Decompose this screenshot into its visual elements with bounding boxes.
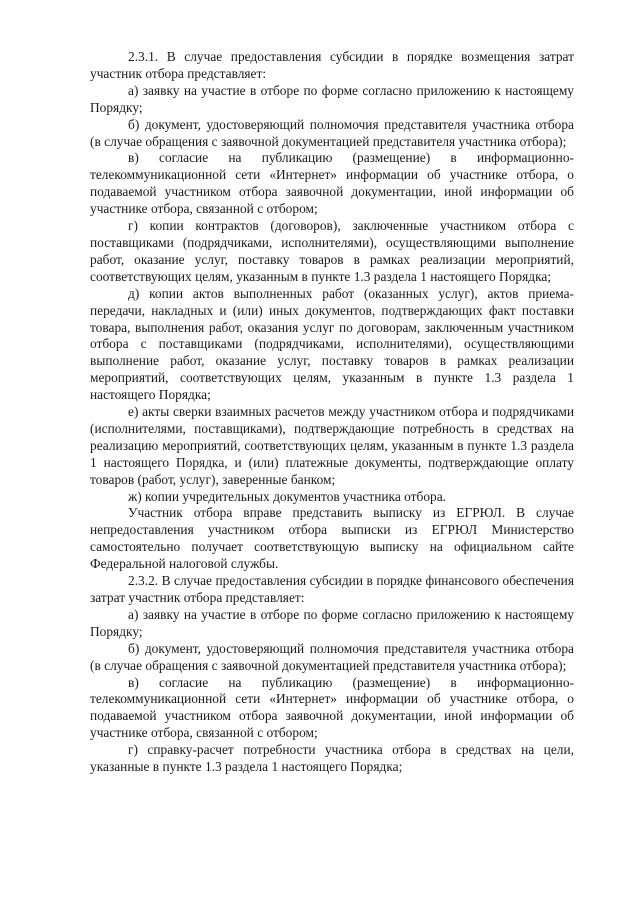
- item-g-contract-copies: г) копии контрактов (договоров), заключенные участником отбора с поставщиками (подрядчиками, исполнителями), осуществляющими выполнение работ, оказание услуг, поставку товаров в рамках реализации мероприятий, соответствующих целям, указанным в пункте 1.3 раздела 1 настоящего Порядка;: [90, 218, 574, 284]
- item-v-publication-consent-2: в) согласие на публикацию (размещение) в информационно-телекоммуникационной сети «Интернет» информации об участнике отбора, о подаваемой участником отбора заявочной документации, иной информации об участнике отбора, связанной с отбором;: [90, 674, 574, 741]
- item-a-application-2: а) заявку на участие в отборе по форме согласно приложению к настоящему Порядку;: [90, 606, 574, 639]
- item-zh-founding-documents: ж) копии учредительных документов участника отбора.: [128, 488, 447, 504]
- item-b-authority-document: б) документ, удостоверяющий полномочия представителя участника отбора (в случае обращения с заявочной документацией представителя участника отбора);: [90, 116, 574, 149]
- clause-2-3-2-heading: 2.3.2. В случае предоставления субсидии в порядке финансового обеспечения затрат участник отбора представляет:: [90, 573, 574, 605]
- clause-2-3-1-heading: 2.3.1. В случае предоставления субсидии в порядке возмещения затрат участник отбора представляет:: [90, 49, 574, 81]
- document-page: [90, 49, 574, 776]
- egrul-extract-note: Участник отбора вправе представить выписку из ЕГРЮЛ. В случае непредоставления участником отбора выписки из ЕГРЮЛ Министерство самостоятельно получает соответствующую выписку на официальном сайте Федеральной налоговой службы.: [90, 505, 574, 572]
- item-e-reconciliation-acts: е) акты сверки взаимных расчетов между участником отбора и подрядчиками (исполнителями, поставщиками), подтверждающие потребность в средствах на реализацию мероприятий, соответствующих целям, указанным в пункте 1.3 раздела 1 настоящего Порядка, и (или) платежные документы, подтверждающие оплату товаров (работ, услуг), заверенные банком;: [90, 404, 574, 487]
- item-b-authority-document-2: б) документ, удостоверяющий полномочия представителя участника отбора (в случае обращения с заявочной документацией представителя участника отбора);: [90, 640, 574, 673]
- item-g-calculation-certificate: г) справку-расчет потребности участника отбора в средствах на цели, указанные в пункте 1.3 раздела 1 настоящего Порядка;: [90, 742, 574, 775]
- item-d-acts-copies: д) копии актов выполненных работ (оказанных услуг), актов приема-передачи, накладных и (или) иных документов, подтверждающих факт поставки товара, выполнения работ, оказания услуг по договорам, заключенным участником отбора с поставщиками (подрядчиками, исполнителями), осуществляющими выполнение работ, оказание услуг, поставку товаров в рамках реализации мероприятий, соответствующих целям, указанным в пункте 1.3 раздела 1 настоящего Порядка;: [90, 285, 574, 403]
- item-v-publication-consent: в) согласие на публикацию (размещение) в информационно-телекоммуникационной сети «Интернет» информации об участнике отбора, о подаваемой участником отбора заявочной документации, иной информации об участнике отбора, связанной с отбором;: [90, 150, 574, 217]
- item-a-application: а) заявку на участие в отборе по форме согласно приложению к настоящему Порядку;: [90, 82, 574, 115]
